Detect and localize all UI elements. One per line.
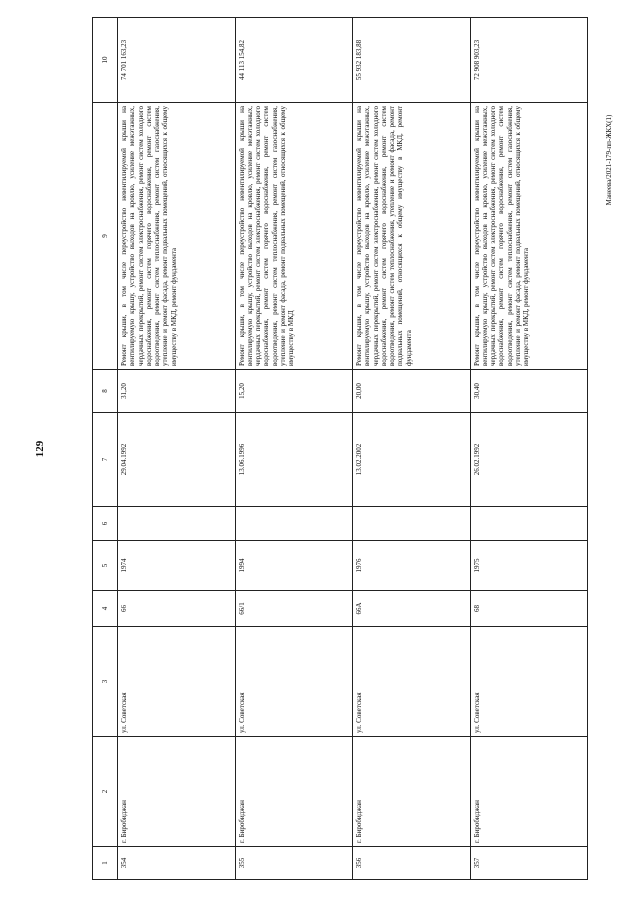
empty-cell (235, 507, 353, 541)
page-number: 129 (34, 440, 46, 458)
document-footer: Манеева/2021-179-пп-ЖКХ(1) (605, 114, 613, 206)
empty-cell (353, 507, 471, 541)
header-cell: 7 (93, 413, 118, 507)
street-cell: ул. Советская (118, 627, 236, 737)
street-cell: ул. Советская (235, 627, 353, 737)
header-cell: 10 (93, 18, 118, 103)
percent-cell: 15,20 (235, 370, 353, 413)
date-cell: 29.04.1992 (118, 413, 236, 507)
city-cell: г. Биробиджан (470, 737, 588, 847)
table-row (235, 18, 353, 880)
table-row (353, 18, 471, 880)
city-cell: г. Биробиджан (235, 737, 353, 847)
house-cell: 68 (470, 591, 588, 627)
header-cell: 4 (93, 591, 118, 627)
works-cell: Ремонт крыши, в том числе переустройство невентилируемой крыши на вентилируемую крышу, устройство выходов на кровлю, усиление межэтажных, чердачных перекрытий, ремонт систем электроснабжения, ремонт систем холодного водоснабжения, ремонт систем горячего водоснабжения, ремонт систем водоотведения, ремонт систем теплоснабжения, ремонт систем газоснабжения, утепление и ремонт фасада, ремонт подвальных помещений, относящихся к общему имуществу в МКД (235, 103, 353, 370)
date-cell: 13.02.2002 (353, 413, 471, 507)
header-row (93, 18, 118, 880)
row-number-cell: 355 (235, 847, 353, 880)
works-cell: Ремонт крыши, в том числе переустройство невентилируемой крыши на вентилируемую крышу, устройство выходов на кровлю, усиление межэтажных, чердачных перекрытий, ремонт систем электроснабжения, ремонт систем холодного водоснабжения, ремонт систем горячего водоснабжения, ремонт систем водоотведения, ремонт систем теплоснабжения, ремонт систем газоснабжения, утепление и ремонт фасада, ремонт подвальных помещений, относящихся к общему имуществу в МКД, ремонт фундамента (118, 103, 236, 370)
house-cell: 66А (353, 591, 471, 627)
street-cell: ул. Советская (353, 627, 471, 737)
year-cell: 1975 (470, 541, 588, 591)
year-cell: 1974 (118, 541, 236, 591)
works-cell: Ремонт крыши, в том числе переустройство невентилируемой крыши на вентилируемую крышу, устройство выходов на кровлю, усиление межэтажных, чердачных перекрытий, ремонт систем электроснабжения, ремонт систем холодного водоснабжения, ремонт систем горячего водоснабжения, ремонт систем водоотведения, ремонт систем теплоснабжения, ремонт систем газоснабжения, утепление и ремонт фасада, ремонт подвальных помещений, относящихся к общему имуществу в МКД, ремонт фундамента (470, 103, 588, 370)
cost-cell: 72 908 903,23 (470, 18, 588, 103)
header-cell: 3 (93, 627, 118, 737)
empty-cell (470, 507, 588, 541)
cost-cell: 55 932 183,88 (353, 18, 471, 103)
table-row (470, 18, 588, 880)
house-cell: 66 (118, 591, 236, 627)
city-cell: г. Биробиджан (353, 737, 471, 847)
header-cell: 1 (93, 847, 118, 880)
header-cell: 6 (93, 507, 118, 541)
city-cell: г. Биробиджан (118, 737, 236, 847)
rotated-table-wrapper (92, 18, 588, 880)
table-frame (92, 18, 588, 880)
header-cell: 8 (93, 370, 118, 413)
row-number-cell: 356 (353, 847, 471, 880)
cost-cell: 74 701 163,23 (118, 18, 236, 103)
empty-cell (118, 507, 236, 541)
date-cell: 13.06.1996 (235, 413, 353, 507)
header-cell: 2 (93, 737, 118, 847)
year-cell: 1994 (235, 541, 353, 591)
header-cell: 9 (93, 103, 118, 370)
percent-cell: 20,00 (353, 370, 471, 413)
cost-cell: 44 113 154,82 (235, 18, 353, 103)
header-cell: 5 (93, 541, 118, 591)
street-cell: ул. Советская (470, 627, 588, 737)
house-cell: 66/1 (235, 591, 353, 627)
date-cell: 26.02.1992 (470, 413, 588, 507)
row-number-cell: 354 (118, 847, 236, 880)
works-cell: Ремонт крыши, в том числе переустройство невентилируемой крыши на вентилируемую крышу, устройство выходов на кровлю, усиление межэтажных, чердачных перекрытий, ремонт систем электроснабжения, ремонт систем холодного водоснабжения, ремонт систем горячего водоснабжения, ремонт систем водоотведения, ремонт систем теплоснабжения, утепление и ремонт фасада, ремонт подвальных помещений, относящихся к общему имуществу в МКД, ремонт фундамента (353, 103, 471, 370)
housing-repair-table (92, 17, 588, 880)
row-number-cell: 357 (470, 847, 588, 880)
percent-cell: 31,20 (118, 370, 236, 413)
percent-cell: 30,40 (470, 370, 588, 413)
year-cell: 1976 (353, 541, 471, 591)
table-row (118, 18, 236, 880)
